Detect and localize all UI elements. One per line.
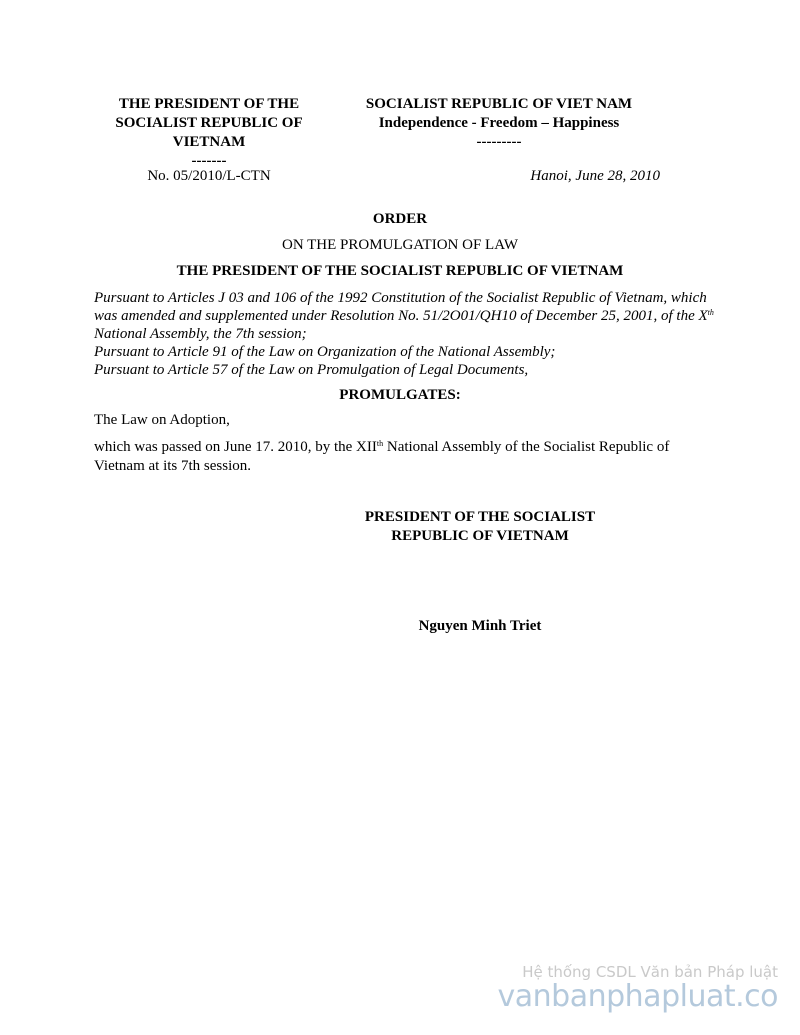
ordinal-superscript: th bbox=[707, 308, 714, 317]
national-motto: Independence - Freedom – Happiness bbox=[378, 115, 620, 131]
national-motto-header bbox=[330, 95, 668, 152]
signatory-name: Nguyen Minh Triet bbox=[418, 618, 542, 634]
document-number: No. 05/2010/L-CTN bbox=[147, 168, 271, 184]
ordinal-superscript: th bbox=[376, 439, 384, 448]
passage-text: which was passed on June 17. 2010, by the XII bbox=[94, 439, 377, 455]
signatory-title-line: PRESIDENT OF THE SOCIALIST bbox=[364, 509, 596, 525]
issuer-header-line: VIETNAM bbox=[172, 134, 246, 150]
preamble-text: Pursuant to Articles J 03 and 106 of the 1992 Constitution of the Socialist Republic of Vietnam, which was amended and supplemented under Resolution No. 51/2O01/QH10 of December 25, 2001, of the X bbox=[94, 290, 708, 324]
promulgates-heading: PROMULGATES: bbox=[339, 387, 461, 403]
law-name: The Law on Adoption, bbox=[94, 412, 230, 428]
motto-rule: --------- bbox=[476, 134, 522, 150]
passage-text: National Assembly of the Socialist Republic of Vietnam at its 7th session. bbox=[94, 439, 670, 474]
preamble-paragraph: Pursuant to Article 57 of the Law on Promulgation of Legal Documents, bbox=[94, 362, 529, 378]
signatory-title-line: REPUBLIC OF VIETNAM bbox=[391, 528, 569, 544]
site-watermark bbox=[498, 963, 778, 1014]
country-name: SOCIALIST REPUBLIC OF VIET NAM bbox=[365, 96, 633, 112]
document-title: ORDER bbox=[372, 211, 428, 227]
preamble-text: National Assembly, the 7th session; bbox=[94, 326, 307, 342]
issuer-header bbox=[100, 95, 318, 171]
issuer-header-rule: ------- bbox=[191, 153, 227, 169]
document-date: Hanoi, June 28, 2010 bbox=[530, 168, 660, 184]
issuing-authority: THE PRESIDENT OF THE SOCIALIST REPUBLIC OF VIETNAM bbox=[176, 263, 624, 279]
passage-statement bbox=[94, 438, 714, 476]
preamble-paragraph bbox=[94, 289, 714, 343]
issuer-header-line: SOCIALIST REPUBLIC OF bbox=[115, 115, 303, 131]
document-subtitle: ON THE PROMULGATION OF LAW bbox=[281, 237, 518, 253]
signatory-title bbox=[330, 508, 630, 546]
preamble bbox=[94, 289, 714, 379]
watermark-caption: Hệ thống CSDL Văn bản Pháp luật bbox=[522, 963, 778, 981]
issuer-header-line: THE PRESIDENT OF THE bbox=[118, 96, 300, 112]
preamble-paragraph: Pursuant to Article 91 of the Law on Organization of the National Assembly; bbox=[94, 344, 556, 360]
watermark-domain: vanbanphapluat.co bbox=[497, 979, 778, 1014]
